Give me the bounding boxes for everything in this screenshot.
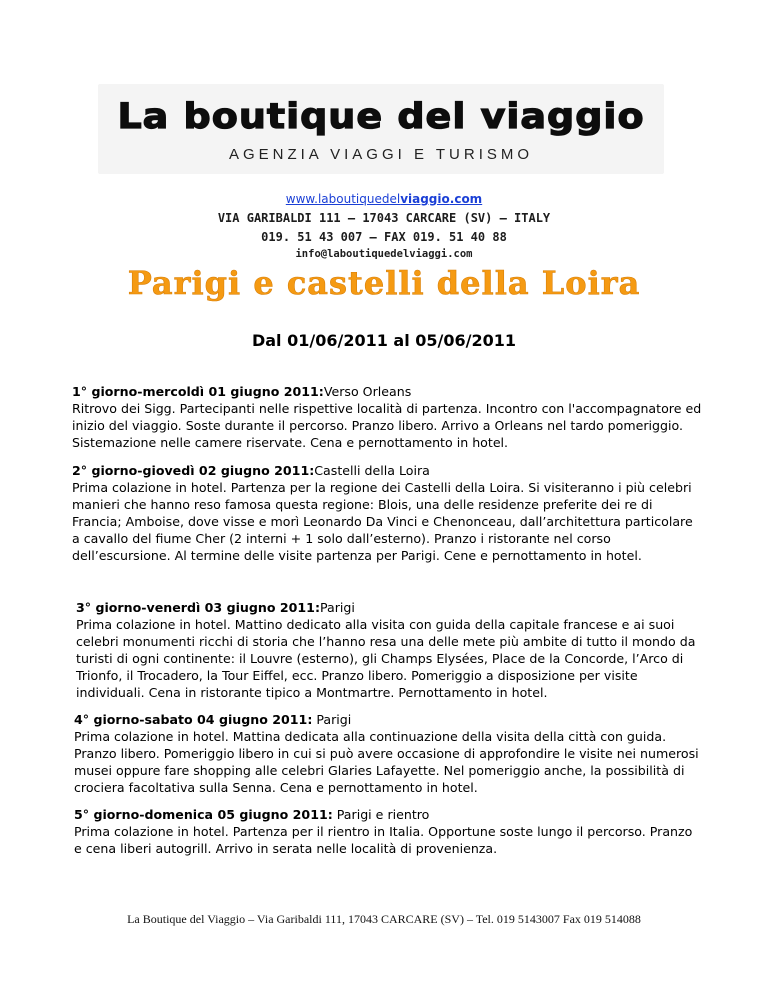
day-subtitle: Castelli della Loira bbox=[314, 463, 430, 478]
website-suffix: .com bbox=[449, 192, 483, 206]
day-subtitle: Parigi bbox=[319, 600, 355, 615]
day-5 bbox=[74, 806, 704, 857]
phone-line: 019. 51 43 007 – FAX 019. 51 40 88 bbox=[261, 230, 507, 244]
day-subtitle: Verso Orleans bbox=[323, 384, 412, 399]
day-description: Prima colazione in hotel. Partenza per la regione dei Castelli della Loira. Si visiteranno i più celebri manieri che hanno reso famosa questa regione: Blois, una delle residenze preferite dei re di Francia; Amboise, dove visse e morì Leonardo Da Vinci e Chenonceau, dall’architettura particolare a cavallo del fiume Cher (2 interni + 1 solo dall’esterno). Pranzo i ristorante nel corso dell’escursione. Al termine delle visite partenza per Parigi. Cene e pernottamento in hotel. bbox=[72, 480, 693, 563]
day-subtitle: Parigi e rientro bbox=[332, 807, 430, 822]
day-heading: 3° giorno-venerdì 03 giugno 2011: bbox=[76, 600, 320, 615]
trip-title: Parigi e castelli della Loira bbox=[127, 264, 641, 302]
day-heading: 4° giorno-sabato 04 giugno 2011: bbox=[74, 712, 313, 727]
day-3 bbox=[76, 599, 706, 701]
website-bold: viaggio bbox=[400, 192, 450, 206]
day-4 bbox=[74, 711, 704, 796]
day-heading: 2° giorno-giovedì 02 giugno 2011: bbox=[72, 463, 315, 478]
day-2 bbox=[72, 462, 702, 564]
day-description: Prima colazione in hotel. Partenza per il rientro in Italia. Opportune soste lungo il percorso. Pranzo e cena liberi autogrill. Arrivo in serata nelle località di provenienza. bbox=[74, 824, 693, 856]
logo-tagline: AGENZIA VIAGGI E TURISMO bbox=[228, 146, 534, 163]
day-description: Prima colazione in hotel. Mattina dedicata alla continuazione della visita della città con guida. Pranzo libero. Pomeriggio libero in cui si può avere occasione di approfondire le visite nei numerosi musei oppure fare shopping alle celebri Glaries Lafayette. Nel pomeriggio anche, la possibilità di crociera facoltativa sulla Senna. Cena e pernottamento in hotel. bbox=[74, 729, 699, 795]
day-heading: 5° giorno-domenica 05 giugno 2011: bbox=[74, 807, 333, 822]
page-footer: La Boutique del Viaggio – Via Garibaldi 111, 17043 CARCARE (SV) – Tel. 019 5143007 Fax 019 514088 bbox=[127, 912, 641, 926]
logo-name: La boutique del viaggio bbox=[117, 95, 645, 137]
trip-dates: Dal 01/06/2011 al 05/06/2011 bbox=[251, 331, 517, 350]
email-address[interactable]: info@laboutiquedelviaggi.com bbox=[295, 248, 473, 260]
day-1 bbox=[72, 383, 702, 451]
address-line: VIA GARIBALDI 111 – 17043 CARCARE (SV) – ITALY bbox=[217, 211, 551, 225]
website-link[interactable] bbox=[0, 192, 768, 206]
website-prefix: www.laboutiquedel bbox=[285, 192, 401, 206]
day-description: Prima colazione in hotel. Mattino dedicato alla visita con guida della capitale francese e ai suoi celebri monumenti ricchi di storia che l’hanno resa una delle mete più ambite di tutto il mondo da turisti di ogni continente: il Louvre (esterno), gli Champs Elysées, Place de la Concorde, l’Arco di Trionfo, il Trocadero, la Tour Eiffel, ecc. Pranzo libero. Pomeriggio a disposizione per visite individuali. Cena in ristorante tipico a Montmartre. Pernottamento in hotel. bbox=[76, 617, 696, 700]
agency-logo bbox=[98, 84, 664, 174]
day-description: Ritrovo dei Sigg. Partecipanti nelle rispettive località di partenza. Incontro con l'accompagnatore ed inizio del viaggio. Soste durante il percorso. Pranzo libero. Arrivo a Orleans nel tardo pomeriggio. Sistemazione nelle camere riservate. Cena e pernottamento in hotel. bbox=[72, 401, 702, 450]
day-heading: 1° giorno-mercoldì 01 giugno 2011: bbox=[72, 384, 324, 399]
day-subtitle: Parigi bbox=[312, 712, 352, 727]
